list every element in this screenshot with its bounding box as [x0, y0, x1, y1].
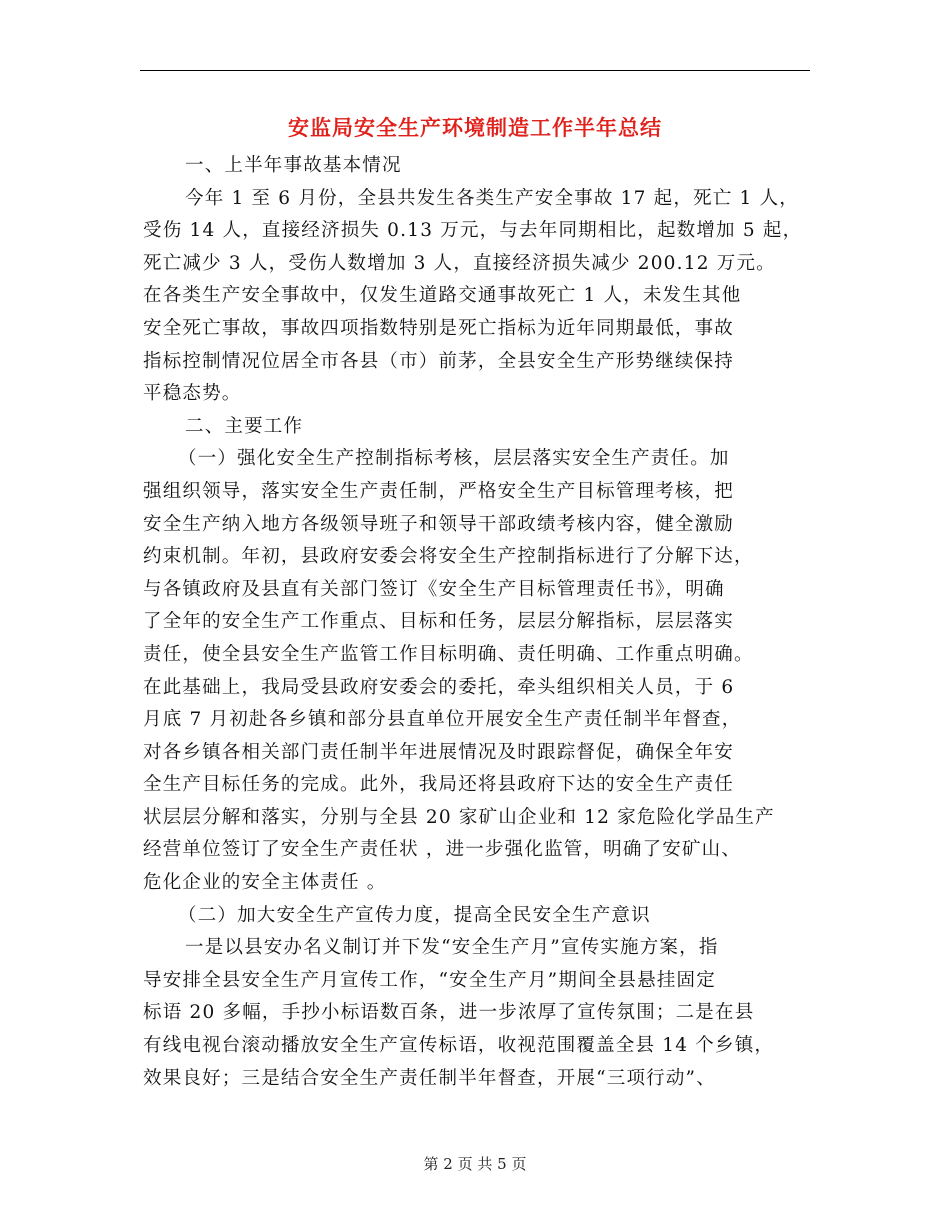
paragraph-line: 效果良好；三是结合安全生产责任制半年督查，开展“三项行动”、: [143, 1067, 716, 1089]
paragraph-line: 危化企业的安全主体责任 。: [143, 872, 387, 894]
paragraph-line: 死亡减少 3 人，受伤人数增加 3 人，直接经济损失减少 200.12 万元。: [143, 252, 776, 274]
paragraph-line: 在各类生产安全事故中，仅发生道路交通事故死亡 1 人，未发生其他: [143, 285, 742, 307]
paragraph-line: 月底 7 月初赴各乡镇和部分县直单位开展安全生产责任制半年督查，: [143, 709, 742, 731]
paragraph-line: 指标控制情况位居全市各县（市）前茅，全县安全生产形势继续保持: [143, 350, 735, 372]
paragraph-line: 状层层分解和落实，分别与全县 20 家矿山企业和 12 家危险化学品生产: [143, 806, 775, 828]
paragraph-line: 标语 20 多幅，手抄小标语数百条，进一步浓厚了宣传氛围；二是在县: [143, 1002, 755, 1024]
paragraph-line: 今年 1 至 6 月份，全县共发生各类生产安全事故 17 起，死亡 1 人，: [185, 187, 799, 209]
paragraph-line: 经营单位签订了安全生产责任状 ，进一步强化监管，明确了安矿山、: [143, 839, 742, 861]
section-heading: 一、上半年事故基本情况: [185, 155, 402, 176]
paragraph-line: 强组织领导，落实安全生产责任制，严格安全生产目标管理考核，把: [143, 480, 735, 502]
paragraph-line: 约束机制。年初，县政府安委会将安全生产控制指标进行了分解下达，: [143, 546, 754, 568]
paragraph-line: 在此基础上，我局受县政府安委会的委托，牵头组织相关人员，于 6: [143, 676, 735, 698]
paragraph-line: 责任，使全县安全生产监管工作目标明确、责任明确、工作重点明确。: [143, 643, 754, 665]
document-body: [143, 150, 815, 1095]
section-heading: 二、主要工作: [185, 415, 304, 437]
paragraph-line: 安全死亡事故，事故四项指数特别是死亡指标为近年同期最低，事故: [143, 317, 735, 339]
paragraph-line: 平稳态势。: [143, 383, 242, 405]
document-title: 安监局安全生产环境制造工作半年总结: [288, 115, 662, 140]
paragraph-line: 了全年的安全生产工作重点、目标和任务，层层分解指标，层层落实: [143, 611, 735, 633]
paragraph-line: 安全生产纳入地方各级领导班子和领导干部政绩考核内容，健全激励: [143, 513, 735, 535]
paragraph-line: 全生产目标任务的完成。此外，我局还将县政府下达的安全生产责任: [143, 774, 735, 796]
paragraph-line: 有线电视台滚动播放安全生产宣传标语，收视范围覆盖全县 14 个乡镇，: [143, 1035, 775, 1057]
paragraph-line: 一是以县安办名义制订并下发“安全生产月”宣传实施方案，指: [185, 937, 719, 959]
page-footer: 第 2 页 共 5 页: [423, 1155, 527, 1173]
paragraph-line: 与各镇政府及县直有关部门签订《安全生产目标管理责任书》，明确: [143, 578, 725, 600]
header-rule: [140, 70, 810, 71]
paragraph-line: 对各乡镇各相关部门责任制半年进展情况及时跟踪督促，确保全年安: [143, 741, 735, 763]
paragraph-line: 导安排全县安全生产月宣传工作，“安全生产月”期间全县悬挂固定: [143, 969, 716, 991]
subsection-heading: （一）强化安全生产控制指标考核，层层落实安全生产责任。加: [178, 448, 730, 470]
subsection-heading: （二）加大安全生产宣传力度，提高全民安全生产意识: [178, 904, 651, 926]
paragraph-line: 受伤 14 人，直接经济损失 0.13 万元，与去年同期相比，起数增加 5 起，: [143, 220, 803, 242]
